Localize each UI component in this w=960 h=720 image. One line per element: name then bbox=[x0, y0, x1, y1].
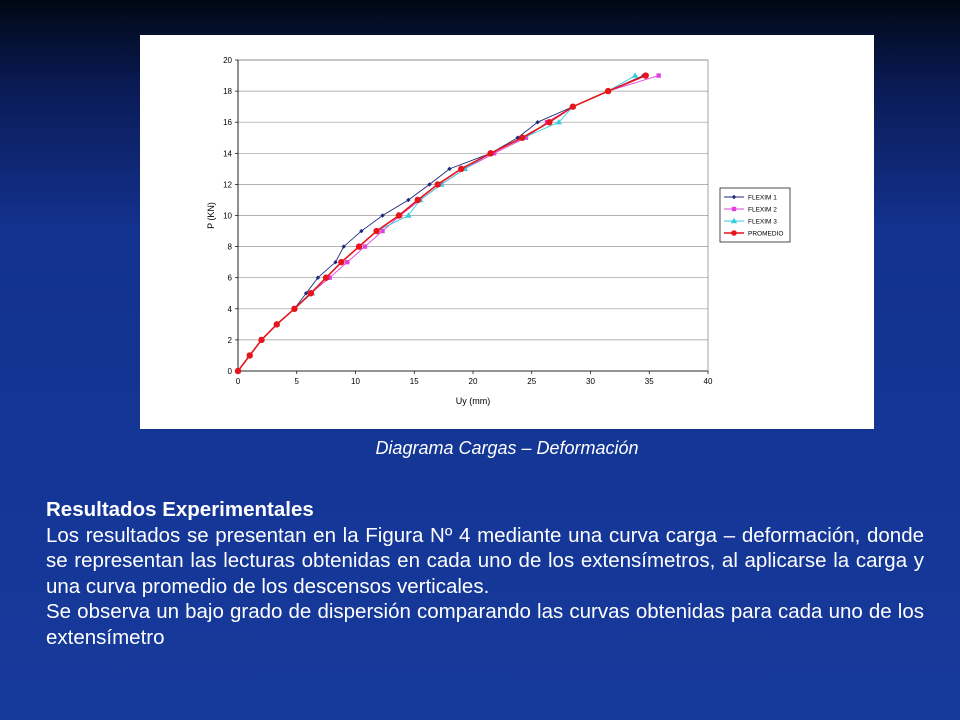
data-point-series-4 bbox=[605, 88, 611, 94]
x-tick-label: 30 bbox=[586, 377, 595, 386]
data-point-series-4 bbox=[519, 135, 525, 141]
x-tick-label: 40 bbox=[703, 377, 713, 386]
series-line-4 bbox=[238, 76, 646, 371]
data-point-series-2 bbox=[380, 229, 384, 233]
data-point-series-4 bbox=[643, 72, 649, 78]
chart-caption: Diagrama Cargas – Deformación bbox=[375, 438, 639, 458]
data-point-series-2 bbox=[345, 260, 349, 264]
series-line-3 bbox=[238, 76, 635, 371]
paragraph-1: Los resultados se presentan en la Figura Nº 4 mediante una curva carga – deformación, donde se representan las lecturas obtenidas en cada uno de los extensímetros, al aplicarse la carga y una curva promedio de los descensos verticales. bbox=[46, 523, 924, 598]
legend-label: FLEXIM 1 bbox=[748, 194, 777, 202]
legend-label: FLEXIM 2 bbox=[748, 206, 777, 214]
y-tick-label: 16 bbox=[223, 118, 232, 128]
x-tick-label: 5 bbox=[294, 377, 299, 386]
y-tick-label: 20 bbox=[223, 56, 232, 65]
chart-panel bbox=[140, 35, 874, 429]
x-tick-label: 20 bbox=[468, 377, 478, 386]
data-point-series-4 bbox=[570, 103, 576, 109]
series-line-1 bbox=[238, 76, 643, 371]
x-tick-label: 0 bbox=[235, 377, 241, 386]
load-deformation-chart bbox=[140, 35, 874, 429]
data-point-series-4 bbox=[235, 368, 241, 374]
data-point-series-4 bbox=[356, 243, 362, 249]
data-point-series-4 bbox=[396, 212, 402, 218]
results-text bbox=[46, 497, 924, 651]
data-point-series-2 bbox=[363, 244, 367, 248]
data-point-series-4 bbox=[323, 275, 329, 281]
data-point-series-4 bbox=[458, 166, 464, 172]
data-point-series-4 bbox=[415, 197, 421, 203]
y-tick-label: 18 bbox=[223, 87, 232, 97]
data-point-series-4 bbox=[274, 321, 280, 327]
y-tick-label: 6 bbox=[227, 273, 232, 283]
data-point-series-4 bbox=[546, 119, 552, 125]
x-tick-label: 10 bbox=[351, 377, 360, 386]
data-point-series-4 bbox=[308, 290, 314, 296]
x-tick-label: 15 bbox=[409, 377, 419, 386]
legend-swatch-marker bbox=[731, 230, 737, 236]
y-tick-label: 12 bbox=[223, 180, 232, 190]
data-point-series-4 bbox=[291, 306, 297, 312]
data-point-series-2 bbox=[656, 73, 660, 77]
data-point-series-4 bbox=[247, 352, 253, 358]
data-point-series-4 bbox=[258, 337, 264, 343]
y-tick-label: 14 bbox=[223, 149, 232, 159]
x-tick-label: 25 bbox=[527, 377, 537, 386]
y-tick-label: 0 bbox=[227, 367, 232, 376]
y-tick-label: 2 bbox=[227, 335, 232, 345]
legend-swatch-marker bbox=[732, 207, 736, 211]
y-tick-label: 8 bbox=[227, 242, 232, 252]
x-axis-title: Uy (mm) bbox=[455, 396, 491, 406]
section-heading: Resultados Experimentales bbox=[46, 498, 314, 521]
y-tick-label: 4 bbox=[227, 304, 232, 314]
x-tick-label: 35 bbox=[644, 377, 654, 386]
data-point-series-4 bbox=[338, 259, 344, 265]
data-point-series-4 bbox=[373, 228, 379, 234]
legend-label: PROMEDIO bbox=[748, 230, 784, 238]
legend-label: FLEXIM 3 bbox=[748, 218, 777, 226]
y-tick-label: 10 bbox=[223, 211, 232, 221]
data-point-series-3 bbox=[632, 72, 638, 77]
paragraph-2: Se observa un bajo grado de dispersión comparando las curvas obtenidas para cada uno de los extensímetro bbox=[46, 600, 924, 649]
data-point-series-4 bbox=[435, 181, 441, 187]
y-axis-title: P (KN) bbox=[206, 202, 216, 229]
series-line-2 bbox=[238, 76, 659, 371]
data-point-series-4 bbox=[487, 150, 493, 156]
